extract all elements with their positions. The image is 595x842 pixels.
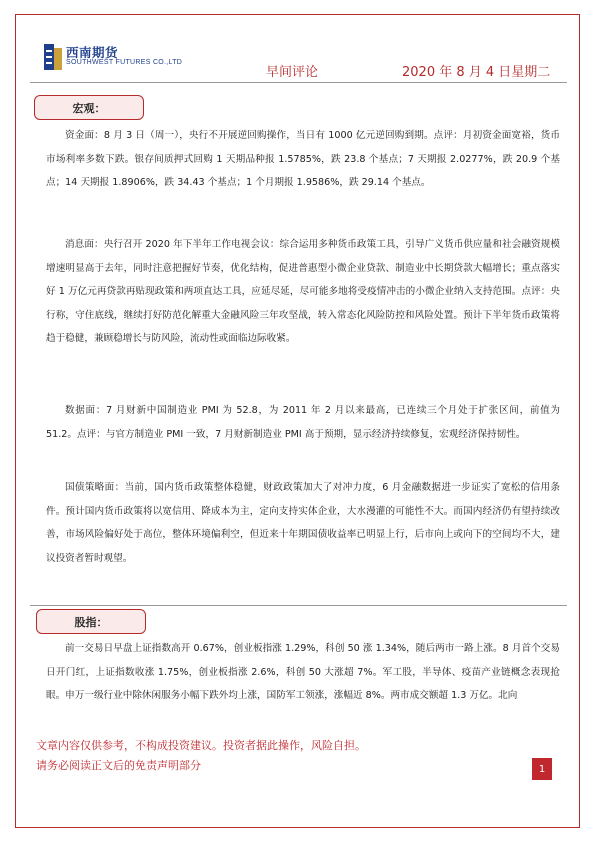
section-tag-macro: 宏观：: [34, 95, 144, 120]
company-logo: [42, 42, 183, 76]
macro-paragraph-data: 数据面：7 月财新中国制造业 PMI 为 52.8，为 2011 年 2 月以来最高，已连续三个月处于扩张区间，前值为 51.2。点评：与官方制造业 PMI 一致，7 月财新制造业 PMI 高于预期，显示经济持续修复，宏观经济保持韧性。: [46, 405, 560, 440]
disclaimer-line-2: 请务必阅读正文后的免责声明部分: [36, 759, 201, 772]
logo-mark-icon: [42, 42, 64, 72]
macro-paragraph-news: 消息面：央行召开 2020 年下半年工作电视会议：综合运用多种货币政策工具，引导广义货币供应量和社会融资规模增速明显高于去年，同时注意把握好节奏，优化结构，促进普惠型小微企业贷款、制造业中长期贷款大幅增长；重点落实好 1 万亿元再贷款再贴现政策和两项直达工具，应延尽延，尽可能多地将受疫情冲击的小微企业纳入支持范围。点评：央行称，守住底线，继续打好防范化解重大金融风险三年攻坚战，转入常态化风险防控和风险处置。预计下半年货币政策将趋于稳健，兼顾稳增长与防风险，流动性或面临边际收紧。: [46, 239, 560, 344]
section-tag-stock-index: 股指：: [36, 609, 146, 634]
page-number: 1: [532, 758, 552, 780]
macro-paragraph-funding: 资金面：8 月 3 日（周一），央行不开展逆回购操作，当日有 1000 亿元逆回购到期。点评：月初资金面宽裕，货币市场利率多数下跌。银存间质押式回购 1 天期品种报 1.5785%，跌 23.8 个基点；7 天期报 2.0277%，跌 20.9 个基点；14 天期报 1.8906%，跌 34.43 个基点；1 个月期报 1.9586%，跌 29.14 个基点。: [46, 130, 560, 188]
logo-en-text: SOUTHWEST FUTURES CO.,LTD: [66, 59, 183, 66]
macro-paragraph-bond-strategy: 国债策略面：当前，国内货币政策整体稳健，财政政策加大了对冲力度，6 月金融数据进一步证实了宽松的信用条件。预计国内货币政策将以宽信用、降成本为主，定向支持实体企业，大水漫灌的可能性不大。而国内经济仍有望持续改善，市场风险偏好处于高位，整体环境偏利空，但近来十年期国债收益率已明显上行，后市向上或向下的空间均不大，建议投资者暂时观望。: [46, 482, 560, 564]
report-date: 2020 年 8 月 4 日星期二: [402, 65, 551, 80]
logo-cn-text: 西南期货: [66, 45, 119, 60]
section-divider: [30, 605, 567, 606]
stock-paragraph: 前一交易日早盘上证指数高开 0.67%，创业板指涨 1.29%，科创 50 涨 1.34%，随后两市一路上涨。8 月首个交易日开门红，上证指数收涨 1.75%，创业板指涨 2.6%，科创 50 大涨超 7%。军工股，半导体、疫苗产业链概念表现抢眼。申万一级行业中除休闲服务小幅下跌外均上涨，国防军工领涨，涨幅近 8%。两市成交额超 1.3 万亿。北向: [46, 643, 560, 701]
report-title: 早间评论: [266, 65, 319, 80]
disclaimer-line-1: 文章内容仅供参考，不构成投资建议。投资者据此操作，风险自担。: [36, 739, 366, 752]
header-divider: [30, 82, 567, 83]
